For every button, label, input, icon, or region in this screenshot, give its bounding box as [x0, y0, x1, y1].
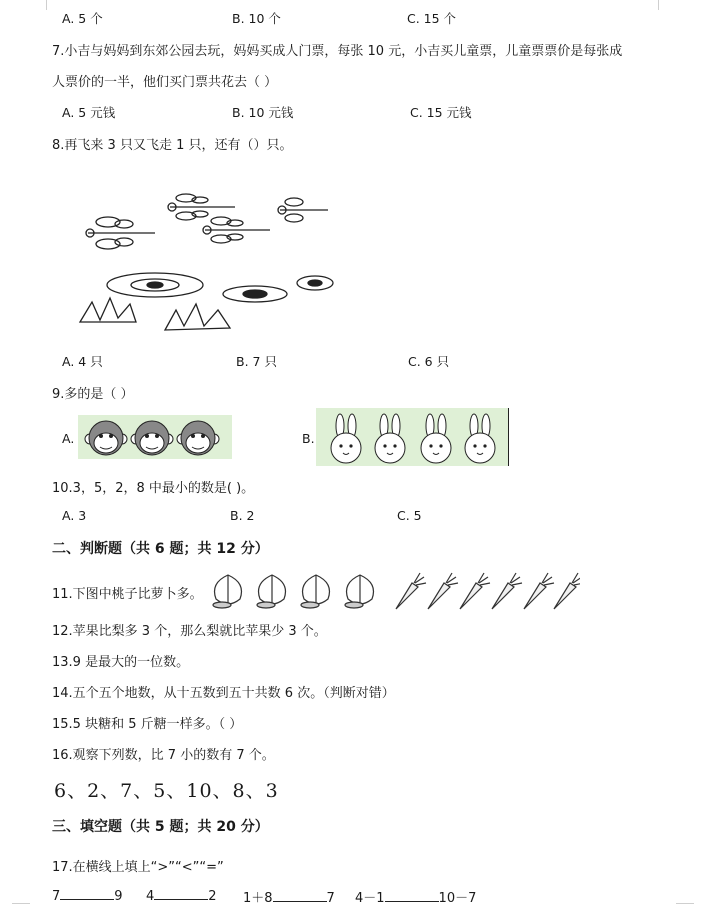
q9-option-a-monkeys [78, 415, 232, 459]
q17-item-4-left: 4－1 [355, 891, 385, 906]
q17-item-2 [146, 887, 217, 904]
peach-icon [345, 575, 374, 608]
q17-item-3-blank[interactable] [273, 889, 327, 902]
carrot-icon [460, 573, 490, 609]
q10-option-c: C. 5 [397, 508, 422, 523]
q6-option-a: A. 5 个 [62, 11, 103, 26]
q7-line-1: 7.小吉与妈妈到东郊公园去玩，妈妈买成人门票，每张 10 元，小吉买儿童票，儿童票票价是每张成 [52, 44, 623, 59]
frog-icon [107, 273, 203, 297]
q6-option-b: B. 10 个 [232, 11, 281, 26]
q15-statement: 15.5 块糖和 5 斤糖一样多。（ ） [52, 717, 243, 732]
q17-item-2-right: 2 [208, 889, 217, 904]
frog-icon [223, 286, 287, 302]
q16-number-sequence: 6、2、7、5、10、8、3 [54, 780, 279, 802]
monkey-icon [177, 421, 219, 455]
peach-icon [257, 575, 286, 608]
q11-statement: 11.下图中桃子比萝卜多。 [52, 587, 203, 602]
q17-item-2-left: 4 [146, 889, 155, 904]
q9-option-b-rabbits [316, 408, 509, 466]
q9-question: 9.多的是（ ） [52, 387, 134, 402]
corner-mark-bottom-right [676, 903, 694, 914]
q17-item-3-left: 1＋8 [243, 891, 273, 906]
grass-icon [165, 304, 230, 330]
q17-item-3-right: 7 [326, 891, 335, 906]
q10-question: 10.3，5，2，8 中最小的数是( )。 [52, 481, 255, 496]
q16-statement: 16.观察下列数，比 7 小的数有 7 个。 [52, 748, 275, 763]
q12-statement: 12.苹果比梨多 3 个，那么梨就比苹果少 3 个。 [52, 624, 327, 639]
peach-icon [301, 575, 330, 608]
carrot-icon [524, 573, 554, 609]
dragonfly-icon [278, 198, 328, 222]
q7-line-2: 人票价的一半，他们买门票共花去（ ） [52, 75, 278, 90]
monkey-icon [85, 421, 127, 455]
peaches-carrots-illustration [208, 571, 580, 611]
q9-option-b-label: B. [302, 431, 315, 446]
q7-option-c: C. 15 元钱 [410, 105, 472, 120]
q17-instruction: 17.在横线上填上“>”“<”“=” [52, 860, 224, 875]
dragonfly-icon [203, 217, 270, 243]
q13-statement: 13.9 是最大的一位数。 [52, 655, 190, 670]
carrot-icon [492, 573, 522, 609]
q17-item-4-blank[interactable] [385, 889, 439, 902]
rabbit-icon [331, 414, 361, 463]
q17-item-1-left: 7 [52, 889, 61, 904]
q17-item-4-right: 10－7 [438, 891, 477, 906]
corner-mark-top-left [28, 0, 47, 10]
q6-option-c: C. 15 个 [407, 11, 457, 26]
q17-item-2-blank[interactable] [154, 887, 208, 900]
q17-item-1-blank[interactable] [60, 887, 114, 900]
q8-option-c: C. 6 只 [408, 354, 450, 369]
q17-item-3 [243, 887, 335, 906]
q9-option-a-label: A. [62, 431, 75, 446]
q17-item-1 [52, 887, 123, 904]
q10-option-b: B. 2 [230, 508, 255, 523]
corner-mark-bottom-left [12, 903, 30, 914]
carrot-icon [428, 573, 458, 609]
rabbit-icon [465, 414, 495, 463]
dragonfly-icon [168, 194, 235, 220]
q7-option-a: A. 5 元钱 [62, 105, 116, 120]
corner-mark-top-right [658, 0, 677, 10]
q8-option-b: B. 7 只 [236, 354, 277, 369]
q10-option-a: A. 3 [62, 508, 87, 523]
dragonfly-icon [86, 217, 155, 249]
carrot-icon [396, 573, 426, 609]
q14-statement: 14.五个五个地数，从十五数到五十共数 6 次。（判断对错） [52, 686, 395, 701]
dragonflies-frogs-illustration [70, 180, 345, 335]
section-3-heading: 三、填空题（共 5 题；共 20 分） [52, 819, 269, 835]
frog-icon [297, 276, 333, 290]
q8-option-a: A. 4 只 [62, 354, 103, 369]
q7-option-b: B. 10 元钱 [232, 105, 294, 120]
section-2-heading: 二、判断题（共 6 题；共 12 分） [52, 541, 269, 557]
q8-question: 8.再飞来 3 只又飞走 1 只，还有（）只。 [52, 138, 293, 153]
rabbit-icon [421, 414, 451, 463]
q17-item-1-right: 9 [114, 889, 123, 904]
monkey-icon [131, 421, 173, 455]
q17-item-4 [355, 887, 476, 906]
grass-icon [80, 298, 136, 322]
rabbit-icon [375, 414, 405, 463]
carrot-icon [554, 573, 580, 609]
peach-icon [213, 575, 242, 608]
